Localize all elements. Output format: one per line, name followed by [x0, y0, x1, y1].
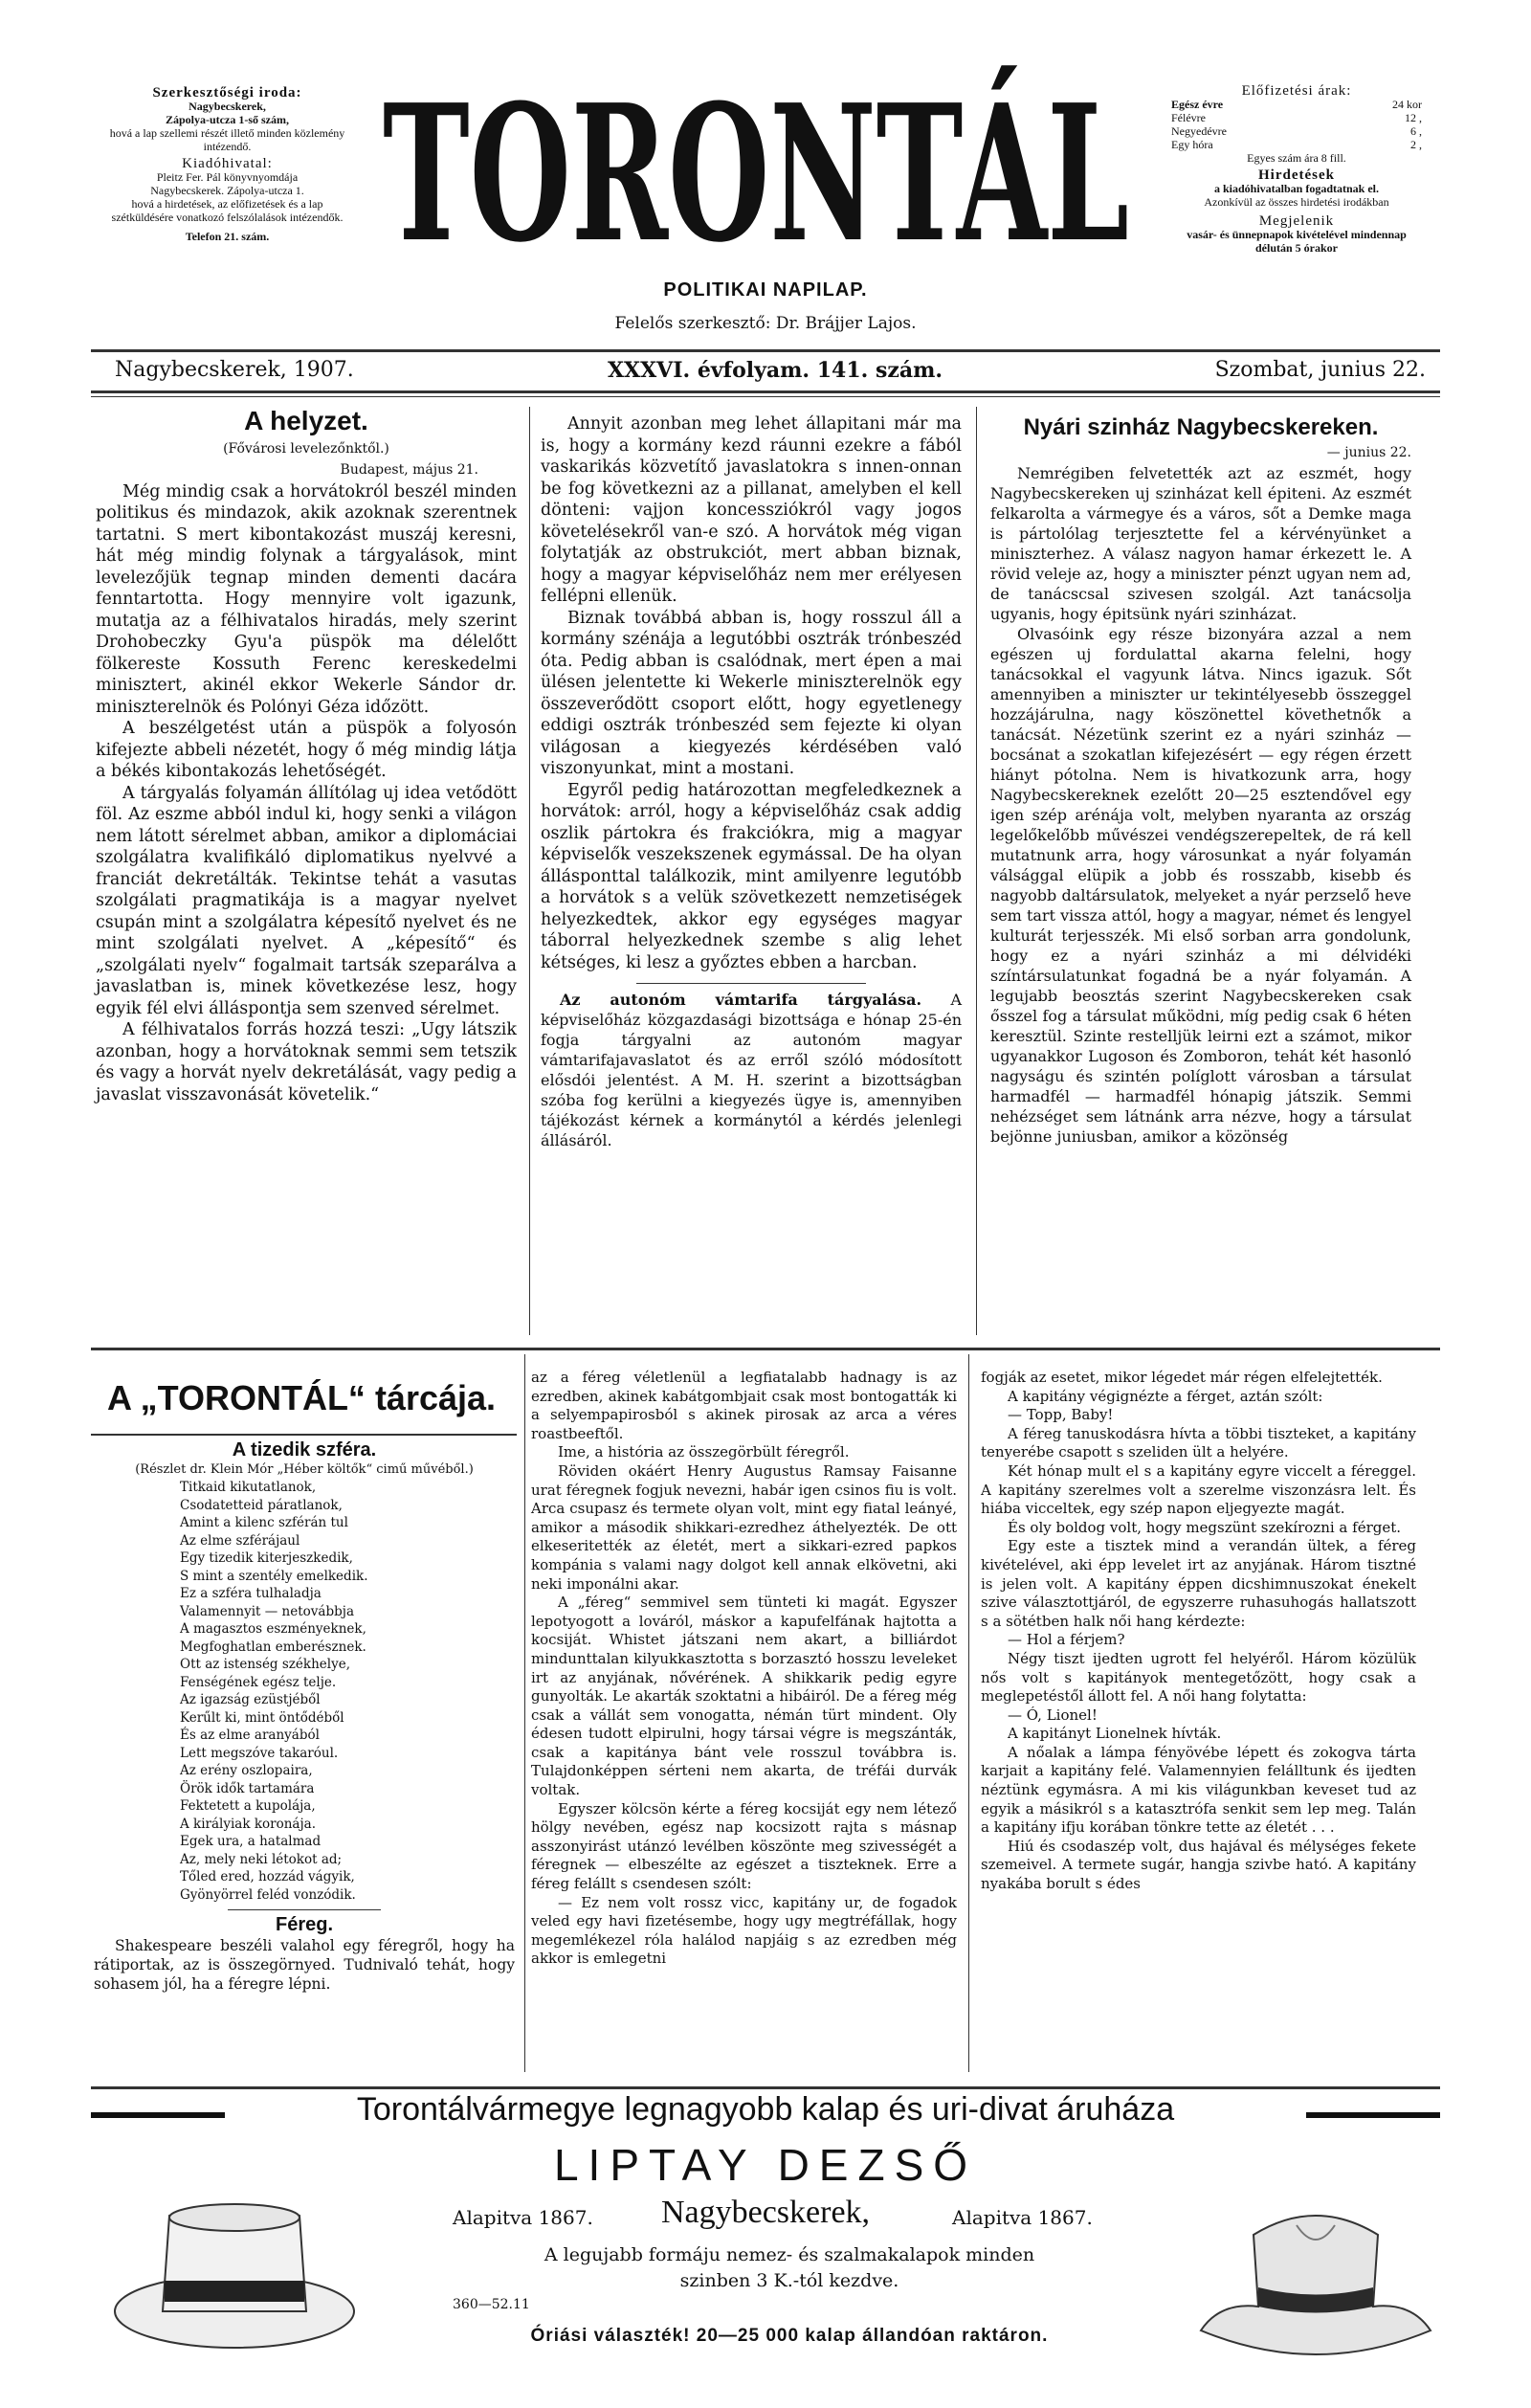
paragraph: És oly boldog volt, hogy megszünt szekírozni a férget.: [1008, 1518, 1402, 1536]
poem-line: Gyönyörrel feléd vonzódik.: [180, 1886, 356, 1903]
column-divider: [529, 407, 530, 1335]
poem-line: Egy tizedik kiterjeszkedik,: [180, 1550, 353, 1566]
phone: Telefon 21. szám.: [185, 230, 270, 243]
paragraph: Egyszer kölcsön kérte a féreg kocsiját egy nem létező hölgy nevében, egész nap kocsizott rajta s másnap asszonyirást utánzó levélben köszönte meg szivességét a féregnek — elbeszélte az egészet a tiszteknek. Erre a féreg felállt s csendesen szólt:: [531, 1799, 957, 1893]
poem-line: Tőled ered, hozzád vágyik,: [180, 1869, 355, 1884]
poem-line: Ott az istenség székhelye,: [180, 1657, 350, 1672]
publisher-note: hová a hirdetések, az előfizetések és a lap szétküldésére vonatkozó felszólalások intézendők.: [111, 197, 344, 224]
price-row: Félévre 12 ,: [1171, 111, 1422, 124]
paragraph: A kapitány végignézte a férget, aztán szólt:: [1008, 1387, 1323, 1405]
poem-line: Csodatetteid páratlanok,: [180, 1497, 343, 1513]
article-title: A helyzet.: [244, 406, 368, 435]
paragraph: — Topp, Baby!: [1008, 1406, 1114, 1424]
place-year: Nagybecskerek, 1907.: [115, 358, 354, 382]
logo-text: TORONTÁL: [383, 64, 1129, 270]
issue-day: Szombat, junius 22.: [1214, 358, 1426, 382]
notice-text: A képviselőház közgazdasági bizottsága e hónap 25-én fogja tárgyalni az autonóm magyar vámtarifajavaslatot és az erről szóló módosított elősdói jelentést. A M. H. szerint a bizottságban szóba fog kerülni a kiegyezés ügye is, amennyiben tájékozást kérnek a kormánytól a kérdés jelenlegi állásáról.: [541, 991, 963, 1149]
single-price: Egyes szám ára 8 fill.: [1247, 151, 1346, 165]
advert-offer-2: szinben 3 K.-tól kezdve.: [679, 2270, 899, 2291]
appear-heading: Megjelenik: [1258, 213, 1335, 229]
paragraph: A félhivatalos forrás hozzá teszi: „Ugy látszik azonban, hogy a horvátoknak semmi sem tetszik és vagy a horvát nyelv dekretálását, vagy pedig a javaslat visszavonását követelik.“: [96, 1020, 517, 1104]
paragraph: Egyről pedig határozottan megfeledkeznek a horvátok: arról, hogy a képviselőház csak addig oszlik pártokra és frakciókra, mig a magyar képviselők veszekszenek egymással. De ha olyan állásponttal találkozik, mint amilyenre legutóbb a horvátok s a velük szövetkezett nemzetiségek helyezkedtek, akkor egy egységes magyar táborral helyezkednek szembe s alig lehet kétséges, ki lesz a győztes ebben a harcban.: [541, 780, 962, 972]
poem-line: A magasztos eszményeknek,: [180, 1621, 366, 1637]
poem-line: Fektetett a kupolája,: [180, 1798, 316, 1814]
office-city: Nagybecskerek,: [189, 100, 266, 113]
article-title: Nyári szinház Nagybecskereken.: [1023, 414, 1379, 440]
paragraph: A tárgyalás folyamán állítólag uj idea vetődött föl. Az eszme abból indul ki, hogy senki a világon nem látott sérelmet abban, amikor a diplomáciai szolgálatra kvalifikáló diplomatikus nyelvvé a franciát dekretálták. Tekintse tehát a vasutas szolgálati pragmatikája is a magyar nyelvet csupán mint a szolgálatra képesítő nyelvet és ne mint szolgálati nyelvet. A „képesítő“ és „szolgálati nyelv“ fogalmait tartsák szeparálva a javaslatban is, minek következése lesz, hogy egyik fél elvi álláspontja sem szenved sérelmet.: [96, 783, 517, 1018]
felt-hat-icon: [1191, 2187, 1440, 2378]
publisher-heading: Kiadóhivatal:: [182, 156, 273, 171]
notice-vamtarifa: [541, 990, 962, 1150]
paragraph: A kapitányt Lionelnek hívták.: [1008, 1725, 1222, 1743]
poem-line: Megfoghatlan emberésznek.: [180, 1639, 366, 1655]
poem-line: Örök idők tartamára: [180, 1780, 315, 1796]
poem-line: Egek ura, a hatalmad: [180, 1834, 322, 1849]
poem-line: Az erény oszlopaira,: [180, 1763, 313, 1778]
column-divider: [524, 1354, 525, 2072]
poem-line: Amint a kilenc szférán tul: [180, 1515, 348, 1530]
poem-line: S mint a szentély emelkedik.: [180, 1568, 368, 1584]
article-date: — junius 22.: [1326, 445, 1411, 460]
paragraph: Olvasóink egy része bizonyára azzal a nem egészen uj fordulattal akarna felelni, hogy tanácsokkal el vagyunk látva. Nincs igazuk. Sőt amennyiben a miniszter ur tekintélyesebb összeggel hozzájárulna, nagy köszönettel követhetnők a tanácsát. Nézetünk szerint ez a nyári szinház — bocsánat a szokatlan kifejezésért — egy régen érzett hiányt pótolna. Nem is hivatkozunk arra, hogy Nagybecskereknek ezelőtt 20—25 esztendővel egy igen szép arénája volt, melyben nyaranta az ország legelőkelőbb művészei vendégszerepeltek, de rá kell mutatnunk arra, hogy városunkat a nyár folyamán válsággal elüpik a jobb és rosszabb, kisebb és nagyobb daltársulatok, melyeket a nyár perzselő heve sem tart vissza attól, hogy a magyar, német és lengyel kulturát terjesszék. Mi első sorban arra gondolunk, hogy ez a nyári szinház a mi délvidéki színtársulatunkat fogadná be a nyár folyamán. A legujabb beosztás szerint Nagybecskereken csak ősszel fog a társulat működni, míg pedig csak 6 héten keresztül. Szinte restelljük leirni ezt a számot, mikor ugyanakkor Lugoson és Zomboron, tehát két hasonló nagyságu és szintén políglott városban a társulat harmadfél — harmadfél hónapig játszik. Semmi nehézséget sem látnánk arra nézve, hogy a társulat bejönne juniusban, amikor a közönség: [990, 625, 1411, 1146]
poem-source: (Részlet dr. Klein Mór „Héber költők“ cimű művéből.): [135, 1461, 474, 1477]
advert-offer: A legujabb formáju nemez- és szalmakalapok minden: [544, 2244, 1035, 2265]
poem-line: Ez a szféra tulhaladja: [180, 1586, 322, 1601]
paragraph: A féreg tanuskodásra hívta a többi tiszteket, a kapitány tenyerébe csapott s szeliden ült a helyére.: [981, 1424, 1416, 1461]
established-right: Alapitva 1867.: [952, 2206, 1093, 2229]
poem-line: Az, mely neki létokot ad;: [180, 1851, 343, 1867]
poem-line: Valamennyit — netovábbja: [180, 1603, 354, 1619]
article-source: (Fővárosi levelezőnktől.): [223, 440, 389, 457]
poem-line: Titkaid kikutatlanok,: [180, 1480, 317, 1495]
advert-rule: [91, 2086, 1440, 2089]
story-title: Féreg.: [275, 1914, 334, 1935]
price-row: Egy hóra 2 ,: [1171, 138, 1422, 151]
paragraph: Röviden okáért Henry Augustus Ramsay Faisanne urat féregnek fogjuk nevezni, habár igen csinos fiu is volt. Arca csupasz és termete olyan volt, mint egy fiatal leányé, amikor a második shikkari-ezredhez áthelyezték. De ott elkeseritették az életét, mert a sikkari-ezred papkos kompánia s valami nagy dolgot kell annak elkövetni, aki neki imponálni akar.: [531, 1461, 957, 1593]
newspaper-subtitle: POLITIKAI NAPILAP.: [663, 279, 868, 301]
poem-line: Lett megszóve takaróul.: [180, 1745, 339, 1761]
story-column-2: [531, 1369, 957, 1969]
paragraph: az a féreg véletlenül a legfiatalabb hadnagy is az ezredben, akinek kabátgombjait csak most bontogatták ki a selyempapirosból s akinek pirosak az arca a véres roastbeeftől.: [531, 1369, 957, 1442]
column-divider: [968, 1354, 969, 2072]
subscription-info: [1167, 84, 1426, 255]
poem-line: Kerűlt ki, mint öntődéből: [180, 1709, 344, 1726]
divider: [228, 1909, 381, 1910]
paragraph: — Ez nem volt rossz vicc, kapitány ur, de fogadok veled egy havi fizetésembe, hogy ugy megtréfállak, hogy megemlékezel róla halálod napjáig s az ezredben még akkor is emlegetni: [531, 1893, 957, 1968]
paragraph: A nőalak a lámpa fényövébe lépett és zokogva tárta karjait a kapitány felé. Valamennyien felálltunk és ijedten néztünk egymásra. A mi kis világunkban keveset tud az egyik a másikról s a katasztrófa senkit sem lep meg. Talán a kapitány ifju korában tönkre tette az életét . . .: [981, 1743, 1416, 1837]
paragraph: Biznak továbbá abban is, hogy rosszul áll a kormány szénája a legutóbbi osztrák trónbeszéd óta. Pedig abban is csalódnak, mert épen a mai ülésen jelentette ki Wekerle miniszterelnök egy összeverődött csoport előtt, hogy egyetlenegy eddigi osztrák trónbeszéd sem fejezte ki olyan világosan a kiegyezés kérdésében való viszonyunkat, mint a mostani.: [541, 608, 962, 778]
paragraph: — Hol a férjem?: [1008, 1631, 1125, 1649]
editor-line: Felelős szerkesztő: Dr. Brájjer Lajos.: [614, 314, 917, 333]
divider: [636, 983, 866, 984]
dateline-rule-thin: [91, 396, 1440, 397]
poem-line: A királyiak koronája.: [180, 1816, 316, 1832]
office-heading: Szerkesztőségi iroda:: [152, 85, 302, 100]
paragraph: fogják az esetet, mikor légedet már régen elfelejtették.: [981, 1369, 1383, 1386]
poem-tizedik-szfera: [94, 1436, 515, 1994]
advert-stock: Óriási választék! 20—25 000 kalap állandóan raktáron.: [530, 2326, 1049, 2346]
poem-title: A tizedik szféra.: [232, 1439, 377, 1460]
advert-name: LIPTAY DEZSŐ: [553, 2140, 978, 2190]
newspaper-logo: [378, 59, 1134, 270]
ads-heading: Hirdetések: [1258, 167, 1335, 183]
paragraph: Hiú és csodaszép volt, dus hajával és mélységes fekete szemeivel. A termete sugár, hangja szivbe ható. A kapitány nyakába borult s édes: [981, 1837, 1416, 1893]
feuilleton-heading: A „TORONTÁL“ tárcája.: [106, 1378, 497, 1417]
story-column-3: [981, 1369, 1416, 1894]
paragraph: Ime, a história az összegörbült féregről.: [558, 1443, 850, 1461]
paragraph: Annyit azonban meg lehet állapitani már ma is, hogy a kormány kezd ráunni ezekre a fából vaskarikás közvetítő javaslatokra s innen-onnan be fog következni az a pillanat, amelyben el kell dönteni: vajjon koncessziókról vagy jogos követelésekről van-e szó. A horvátok még vigan folytatják az obstrukciót, mert abban biznak, hogy a magyar képviselőház nem mer erélyesen fellépni ellenük.: [541, 414, 962, 606]
publisher-info: [105, 84, 349, 243]
issue-number: XXXVI. évfolyam. 141. szám.: [607, 358, 943, 383]
story-text: Shakespeare beszéli valahol egy féregről, hogy ha rátiportak, az is összegörnyed. Tudnivaló tehát, hogy sohasem jól, ha a féregre lépni.: [94, 1936, 515, 1993]
price-heading: Előfizetési árak:: [1241, 83, 1352, 99]
paragraph: Egy este a tisztek mind a verandán ültek, a féreg kivételével, aki épp levelet irt az anyjának. Három tisztné is jelen volt. A kapitány éppen dicshimnuszokat énekelt szive választottjáról, de egyszerre ruhasuhogás hallatszott s a sötétben halk női hang kérdezte:: [981, 1537, 1416, 1630]
paragraph: Két hónap mult el s a kapitány egyre viccelt a féreggel. A kapitány szerelmes volt a szerelme viszonzásra lelt. És hiába vicceltek, egy szép napon eljegyezte magát.: [981, 1461, 1416, 1518]
section-rule: [91, 1348, 1440, 1350]
masthead-rule: [91, 349, 1440, 352]
straw-hat-icon: [110, 2177, 359, 2359]
advert-headline: Torontálvármegye legnagyobb kalap és uri-divat áruháza: [356, 2091, 1175, 2128]
office-address: Zápolya-utcza 1-ső szám,: [166, 113, 289, 126]
poem-line: Az elme szférájaul: [180, 1532, 300, 1549]
article-helyzet-cont: [541, 413, 962, 1150]
column-divider: [976, 407, 977, 1335]
advert-city: Nagybecskerek,: [660, 2195, 871, 2230]
price-row: Negyedévre 6 ,: [1171, 124, 1422, 138]
publisher-address: Nagybecskerek. Zápolya-utcza 1.: [150, 184, 304, 197]
paragraph: A beszélgetést után a püspök a folyosón kifejezte abbeli nézetét, hogy ő még mindig látja a békés kibontakozás lehetőségét.: [96, 719, 517, 781]
poem-line: Az igazság ezüstjéből: [180, 1692, 321, 1707]
paragraph: Nemrégiben felvetették azt az eszmét, hogy Nagybecskereken uj szinházat kell épiteni. Az eszmét felkarolta a vármegye és a város, sőt a Demke maga is pártolólag terjesztette fel a kérvényünket a miniszterhez. A válasz nagyon hamar érkezett le. A rövid veleje az, hogy a miniszter pénzt ugyan nem ad, de tanácscsal szivesen szolgál. Azt tanácsolja ugyanis, hogy épitsünk nyári szinházat.: [990, 464, 1411, 623]
paragraph: A „féreg“ semmivel sem tünteti ki magát. Egyszer lepotyogott a lováról, máskor a kapufelfának hajtotta a kocsiját. Whistet játszani nem akart, a billiárdot mindunttalan kilyukkasztotta s borzasztó hosszu leveleket irt az anyjának, nővérének. A shikkarik pedig egyre gunyolták. Le akarták szoktatni a hibáiról. De a féreg még csak a vállát sem vonogatta, némán türt mindent. Oly édesen tudott elpirulni, hogy társai végre is megszánták, csak a kapitánya bánt vele rosszul továbbra is. Tulajdonképpen sérteni nem akarta, de tréfái durvák voltak.: [531, 1594, 957, 1799]
article-helyzet: [96, 407, 517, 1105]
poem-line: És az elme aranyából: [180, 1728, 320, 1743]
ads-note-2: Azonkívül az összes hirdetési irodákban: [1204, 195, 1389, 209]
ads-note: a kiadóhivatalban fogadtatnak el.: [1213, 182, 1380, 195]
paragraph: Még mindig csak a horvátokról beszél minden politikus és mindazok, akik azoknak szerentnek tartatni. S mert kibontakozást muszáj keresni, hát még mindig folynak a tárgyalások, mint levelezőjük tegnap minden dementi dacára fenntartotta. Hogy mennyire volt igazunk, mutatja az a félhivatalos hiradás, mely szerint Drohobeczky Gyu'a püspök ma délelőtt fölkereste Kossuth Ferenc kereskedelmi minisztert, akinél ekkor Wekerle Sándor dr. miniszterelnök és Polónyi Géza időzött.: [96, 481, 517, 717]
poem-line: Fenségének egész telje.: [180, 1674, 337, 1690]
article-date: Budapest, május 21.: [340, 462, 478, 478]
advert-code: 360—52.11: [453, 2297, 530, 2312]
office-note: hová a lap szellemi részét illető minden közlemény intézendő.: [109, 126, 345, 153]
publisher-name: Pleitz Fer. Pál könyvnyomdája: [156, 170, 299, 184]
established-left: Alapitva 1867.: [453, 2206, 593, 2229]
dateline-rule: [91, 390, 1440, 393]
notice-lead: Az autonóm vámtarifa tárgyalása.: [560, 991, 922, 1009]
article-nyari-szinhaz: [990, 413, 1411, 1147]
paragraph: — Ó, Lionel!: [1008, 1706, 1098, 1724]
dateline: [115, 358, 1426, 387]
appear-note: vasár- és ünnepnapok kivételével mindennap délután 5 órakor: [1187, 228, 1407, 255]
price-row: Egész évre 24 kor: [1171, 98, 1422, 111]
paragraph: Négy tiszt ijedten ugrott fel helyéről. Három közülük nős volt s kapitányok mentegetőzött, hogy csak a meglepetéstől állott fel. A női hang folytatta:: [981, 1649, 1416, 1706]
advert-liptay: [91, 2091, 1440, 2397]
